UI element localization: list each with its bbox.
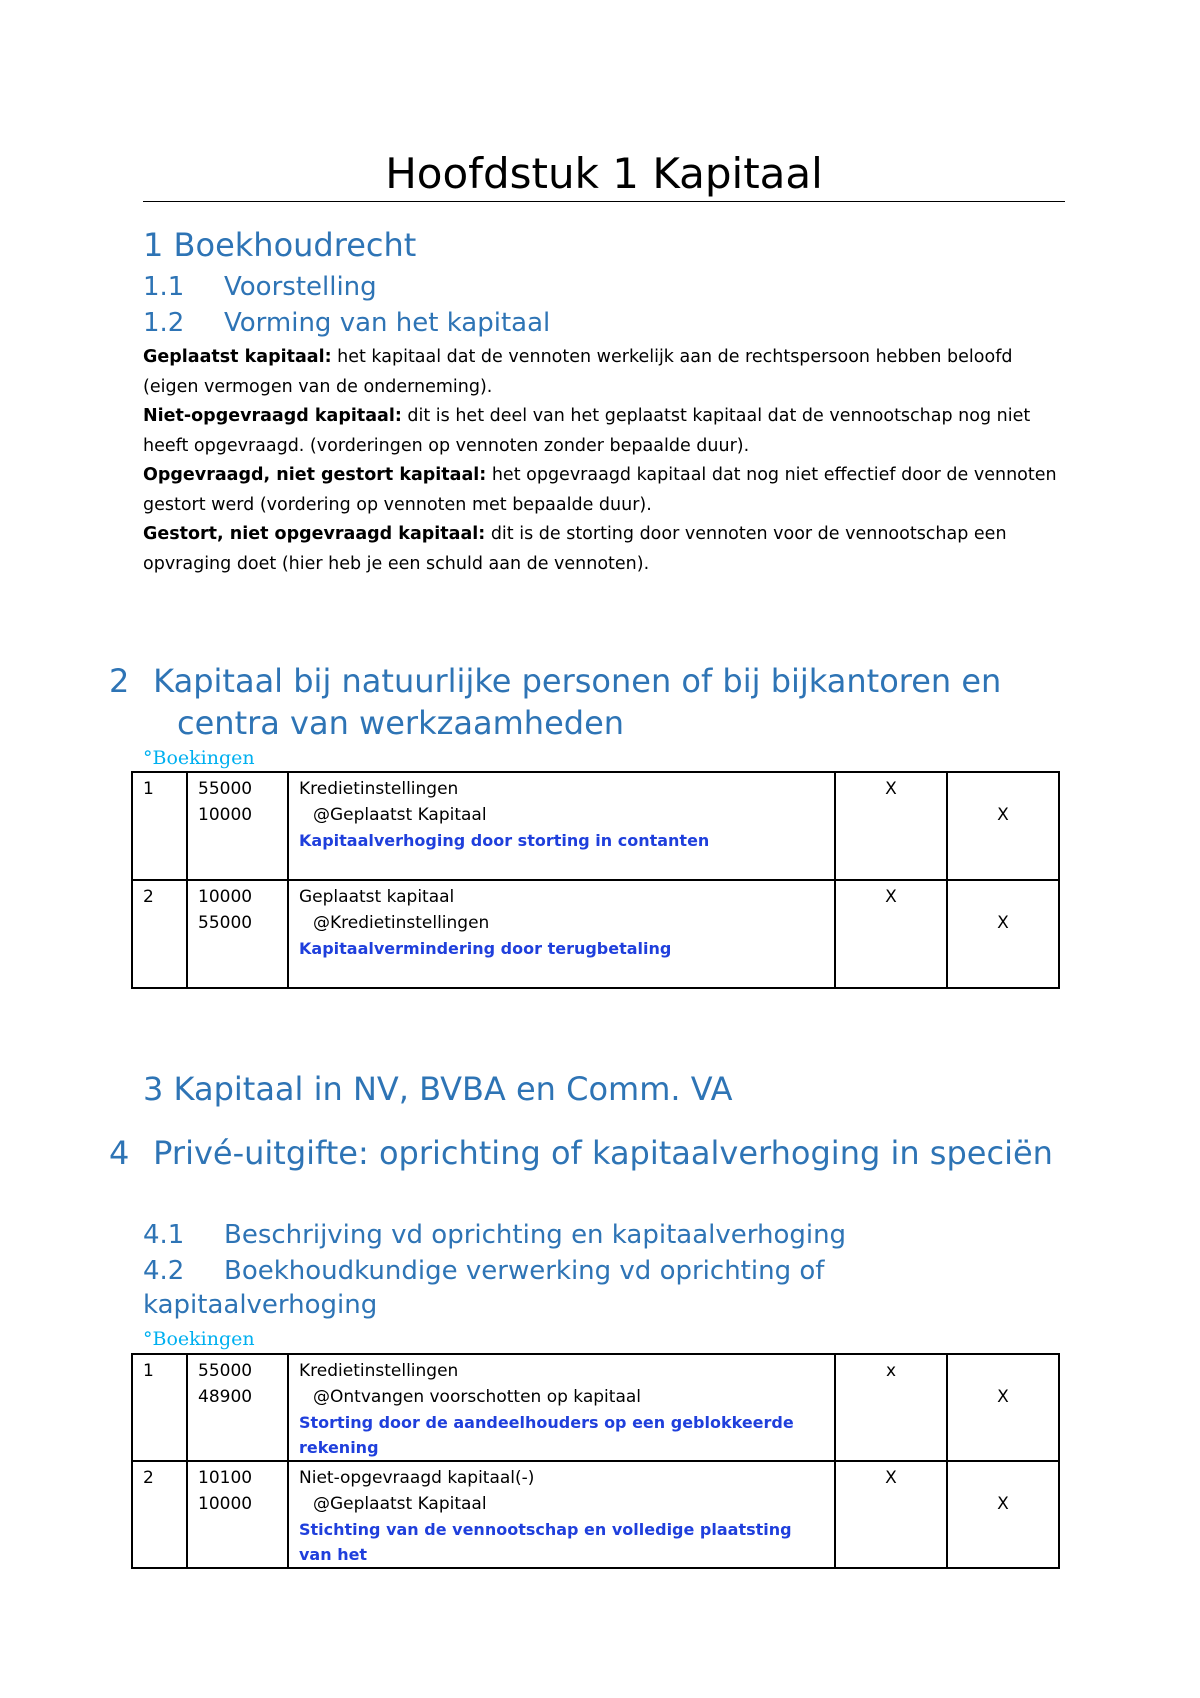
credit-account: @Geplaatst Kapitaal bbox=[313, 1494, 487, 1514]
debit-account: Niet-opgevraagd kapitaal(-) bbox=[299, 1468, 535, 1488]
definitions bbox=[143, 343, 1073, 579]
account-number: 55000 bbox=[198, 1361, 253, 1381]
table-row bbox=[132, 772, 1059, 880]
table-row bbox=[132, 1354, 1059, 1461]
debit-account: Kredietinstellingen bbox=[299, 1361, 459, 1381]
account-number: 10000 bbox=[198, 1494, 253, 1514]
definition-term: Opgevraagd, niet gestort kapitaal: bbox=[143, 465, 487, 485]
heading-1-1 bbox=[143, 270, 377, 304]
table-row bbox=[132, 1461, 1059, 1568]
entry-number: 1 bbox=[132, 772, 187, 880]
entry-description bbox=[288, 1461, 835, 1568]
entry-number: 2 bbox=[132, 880, 187, 988]
definition-term: Gestort, niet opgevraagd kapitaal: bbox=[143, 524, 486, 544]
heading-number: 4.2 bbox=[143, 1256, 185, 1286]
heading-number: 1 bbox=[143, 226, 164, 264]
heading-number: 1.1 bbox=[143, 272, 185, 302]
debit-mark: X bbox=[835, 772, 947, 880]
entry-number: 1 bbox=[132, 1354, 187, 1461]
debit-account: Kredietinstellingen bbox=[299, 779, 459, 799]
definition bbox=[143, 520, 1073, 579]
entry-note: Stichting van de vennootschap en volledige plaatsting van het bbox=[299, 1520, 792, 1564]
debit-mark: X bbox=[835, 1461, 947, 1568]
entry-description bbox=[288, 1354, 835, 1461]
credit-mark: X bbox=[947, 1354, 1059, 1461]
heading-1-2 bbox=[143, 306, 550, 340]
heading-4-1 bbox=[143, 1218, 846, 1252]
entry-description bbox=[288, 880, 835, 988]
table-row bbox=[132, 880, 1059, 988]
heading-2: 2 Kapitaal bij natuurlijke personen of bij bijkantoren en centra van werkzaamheden bbox=[109, 662, 1002, 742]
entry-description bbox=[288, 772, 835, 880]
account-number: 48900 bbox=[198, 1387, 253, 1407]
account-numbers bbox=[187, 772, 288, 880]
heading-text: Vorming van het kapitaal bbox=[224, 308, 551, 338]
title-rule bbox=[143, 201, 1065, 202]
heading-4: 4 Privé-uitgifte: oprichting of kapitaalverhoging in speciën bbox=[109, 1134, 1053, 1172]
account-number: 10000 bbox=[198, 805, 253, 825]
heading-number: 3 bbox=[143, 1070, 164, 1108]
account-numbers bbox=[187, 880, 288, 988]
credit-account: @Ontvangen voorschotten op kapitaal bbox=[313, 1387, 641, 1407]
heading-number: 4.1 bbox=[143, 1220, 185, 1250]
definition-text: het kapitaal dat de vennoten werkelijk aan de rechtspersoon hebben beloofd (eigen vermogen van de onderneming). bbox=[143, 347, 1013, 397]
definition-text: het opgevraagd kapitaal dat nog niet effectief door de vennoten gestort werd (vordering op vennoten met bepaalde duur). bbox=[143, 465, 1057, 515]
journal-table bbox=[131, 1353, 1060, 1569]
heading-text: Kapitaal bij natuurlijke personen of bij bijkantoren en centra van werkzaamheden bbox=[153, 662, 1002, 742]
journal-table bbox=[131, 771, 1060, 989]
credit-mark: X bbox=[947, 880, 1059, 988]
debit-mark: X bbox=[835, 880, 947, 988]
heading-text: Voorstelling bbox=[224, 272, 377, 302]
account-number: 55000 bbox=[198, 779, 253, 799]
definition bbox=[143, 402, 1073, 461]
boekingen-label: °Boekingen bbox=[143, 1328, 255, 1350]
entry-note: Kapitaalvermindering door terugbetaling bbox=[299, 939, 672, 958]
definition-term: Geplaatst kapitaal: bbox=[143, 347, 332, 367]
account-number: 10100 bbox=[198, 1468, 253, 1488]
page-title: Hoofdstuk 1 Kapitaal bbox=[385, 149, 823, 198]
account-numbers bbox=[187, 1354, 288, 1461]
credit-account: @Kredietinstellingen bbox=[313, 913, 490, 933]
heading-1 bbox=[143, 224, 416, 266]
account-number: 10000 bbox=[198, 887, 253, 907]
heading-text: Beschrijving vd oprichting en kapitaalverhoging bbox=[224, 1220, 847, 1250]
definition-text: dit is de storting door vennoten voor de vennootschap een opvraging doet (hier heb je een schuld aan de vennoten). bbox=[143, 524, 1007, 574]
account-numbers bbox=[187, 1461, 288, 1568]
account-number: 55000 bbox=[198, 913, 253, 933]
debit-mark: x bbox=[835, 1354, 947, 1461]
heading-text: Privé-uitgifte: oprichting of kapitaalverhoging in speciën bbox=[153, 1134, 1053, 1172]
heading-number: 1.2 bbox=[143, 308, 185, 338]
definition bbox=[143, 461, 1073, 520]
entry-note: Kapitaalverhoging door storting in contanten bbox=[299, 831, 710, 850]
heading-3 bbox=[143, 1068, 732, 1110]
heading-text: Boekhoudkundige verwerking vd oprichting of kapitaalverhoging bbox=[143, 1256, 825, 1320]
definition-text: dit is het deel van het geplaatst kapitaal dat de vennootschap nog niet heeft opgevraagd. (vorderingen op vennoten zonder bepaalde duur). bbox=[143, 406, 1031, 456]
heading-text: Boekhoudrecht bbox=[173, 226, 417, 264]
boekingen-label: °Boekingen bbox=[143, 747, 255, 769]
definition bbox=[143, 343, 1073, 402]
heading-text: Kapitaal in NV, BVBA en Comm. VA bbox=[173, 1070, 733, 1108]
entry-note: Storting door de aandeelhouders op een geblokkeerde rekening bbox=[299, 1413, 794, 1457]
credit-account: @Geplaatst Kapitaal bbox=[313, 805, 487, 825]
entry-number: 2 bbox=[132, 1461, 187, 1568]
credit-mark: X bbox=[947, 1461, 1059, 1568]
debit-account: Geplaatst kapitaal bbox=[299, 887, 455, 907]
heading-4-2 bbox=[143, 1254, 843, 1322]
credit-mark: X bbox=[947, 772, 1059, 880]
definition-term: Niet-opgevraagd kapitaal: bbox=[143, 406, 402, 426]
